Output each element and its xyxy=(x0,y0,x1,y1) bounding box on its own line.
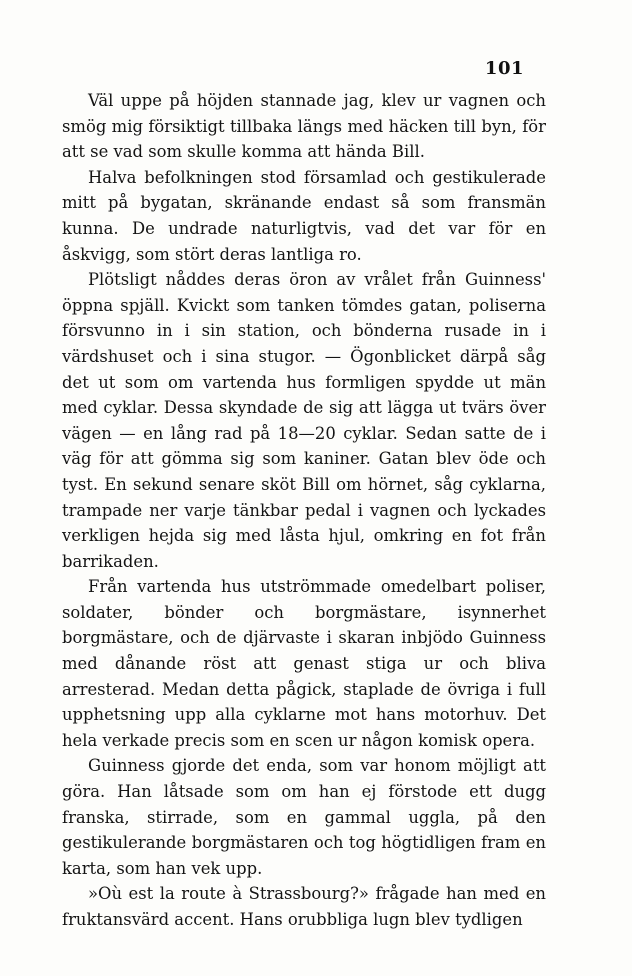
paragraph-5: Guinness gjorde det enda, som var honom möjligt att göra. Han låtsade som om han ej förstode ett dugg franska, stirrade, som en gammal uggla, på den gestikulerande borgmästaren och tog högtidligen fram en karta, som han vek upp. xyxy=(62,756,546,878)
paragraph-6: »Où est la route à Strassbourg?» frågade han med en fruktansvärd accent. Hans orubbliga lugn blev tydligen xyxy=(62,884,546,929)
paragraph-1: Väl uppe på höjden stannade jag, klev ur vagnen och smög mig försiktigt tillbaka längs med häcken till byn, för att se vad som skulle komma att hända Bill. xyxy=(62,91,546,162)
body-text xyxy=(62,88,546,933)
page-number: 101 xyxy=(484,58,524,79)
paragraph-2: Halva befolkningen stod församlad och gestikulerade mitt på bygatan, skränande endast så som fransmän kunna. De undrade naturligtvis, vad det var för en åskvigg, som stört deras lantliga ro. xyxy=(62,167,546,264)
paragraph-3: Plötsligt nåddes deras öron av vrålet från Guinness' öppna spjäll. Kvickt som tanken tömdes gatan, poliserna försvunno in i sin station, och bönderna rusade in i värdshuset och i sina stugor. — Ögonblicket därpå såg det ut som om vartenda hus formligen spydde ut män med cyklar. Dessa skyndade de sig att lägga ut tvärs över vägen — en lång rad på 18—20 cyklar. Sedan satte de i väg för att gömma sig som kaniner. Gatan blev öde och tyst. En sekund senare sköt Bill om hörnet, såg cyklarna, trampade ner varje tänkbar pedal i vagnen och lyckades verkligen hejda sig med låsta hjul, omkring en fot från barrikaden. xyxy=(62,270,546,571)
paragraph-4: Från vartenda hus utströmmade omedelbart poliser, soldater, bönder och borgmästare, isynnerhet borgmästare, och de djärvaste i skaran inbjödo Guinness med dånande röst att genast stiga ur och bliva arresterad. Medan detta pågick, staplade de övriga i full upphetsning upp alla cyklarne mot hans motorhuv. Det hela verkade precis som en scen ur någon komisk opera. xyxy=(62,577,546,750)
